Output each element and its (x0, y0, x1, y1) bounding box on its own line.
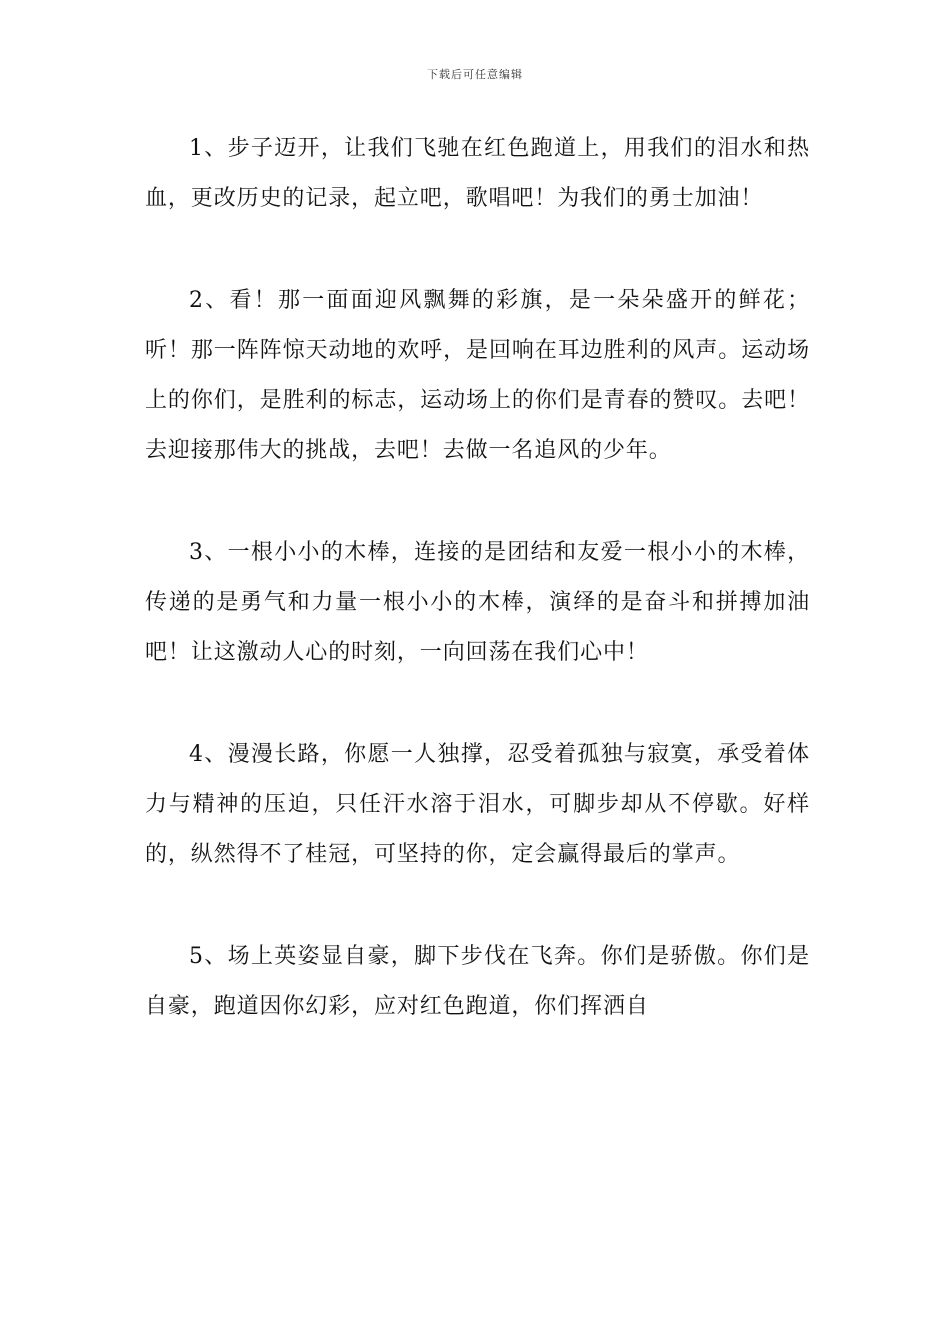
paragraph-5: 5、场上英姿显自豪，脚下步伐在飞奔。你们是骄傲。你们是自豪，跑道因你幻彩，应对红色跑道，你们挥洒自 (145, 944, 810, 1019)
paragraph-1: 1、步子迈开，让我们飞驰在红色跑道上，用我们的泪水和热血，更改历史的记录，起立吧，歌唱吧！为我们的勇士加油！ (145, 136, 810, 211)
paragraph-4: 4、漫漫长路，你愿一人独撑，忍受着孤独与寂寞，承受着体力与精神的压迫，只任汗水溶于泪水，可脚步却从不停歇。好样的，纵然得不了桂冠，可坚持的你，定会赢得最后的掌声。 (145, 742, 810, 867)
document-body (145, 124, 810, 1084)
page-header: 下载后可任意编辑 (427, 68, 523, 81)
paragraph-3: 3、一根小小的木棒，连接的是团结和友爱一根小小的木棒，传递的是勇气和力量一根小小的木棒，演绎的是奋斗和拼搏加油吧！让这激动人心的时刻，一向回荡在我们心中！ (145, 540, 810, 665)
paragraph-2: 2、看！那一面面迎风飘舞的彩旗，是一朵朵盛开的鲜花；听！那一阵阵惊天动地的欢呼，是回响在耳边胜利的风声。运动场上的你们，是胜利的标志，运动场上的你们是青春的赞叹。去吧！去迎接那伟大的挑战，去吧！去做一名追风的少年。 (145, 288, 810, 463)
